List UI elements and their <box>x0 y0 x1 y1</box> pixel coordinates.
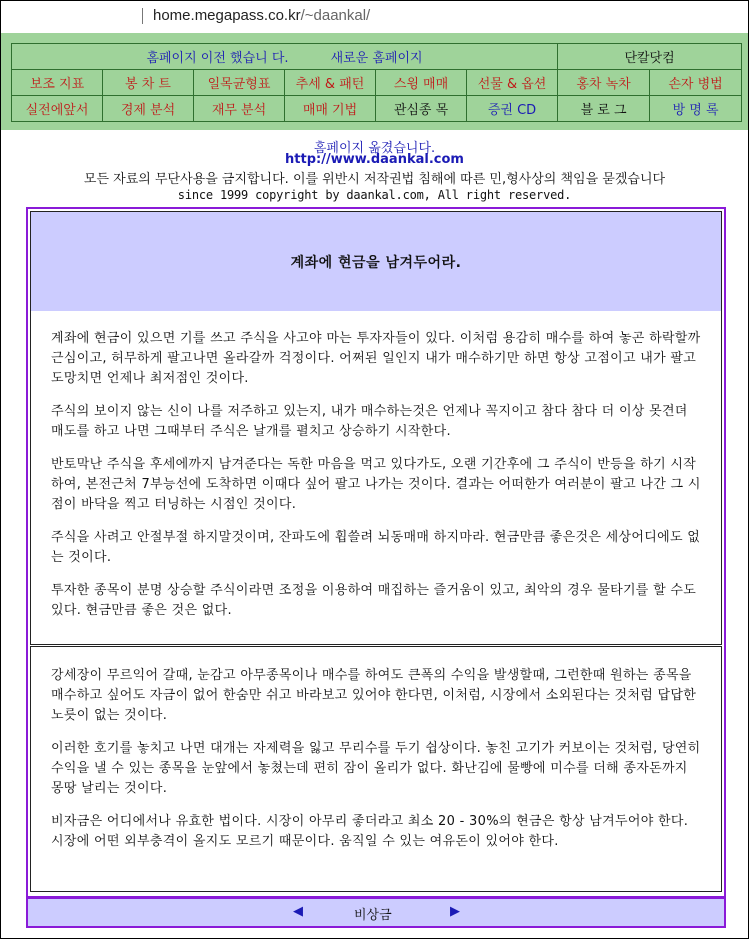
menu-item-trading-techniques[interactable]: 매매 기법 <box>285 96 376 122</box>
menu-item-guestbook[interactable]: 방 명 록 <box>650 96 742 122</box>
menu-item-futures-options[interactable]: 선물 & 옵션 <box>467 70 558 96</box>
new-homepage-link[interactable]: 새로운 홈페이지 <box>330 51 423 66</box>
prev-arrow-icon[interactable]: ◀ <box>293 904 303 919</box>
menu-item-indicators[interactable]: 보조 지표 <box>12 70 103 96</box>
site-name[interactable]: 단칼닷컴 <box>558 44 742 70</box>
paragraph: 투자한 종목이 분명 상승할 주식이라면 조정을 이용하여 매집하는 즐거움이 있고, 최악의 경우 물타기를 할 수도 있다. 현금만큼 좋은 것은 없다. <box>51 583 697 618</box>
paragraph: 반토막난 주식을 후세에까지 남겨준다는 독한 마음을 먹고 있다가도, 오랜 기간후에 그 주식이 반등을 하기 시작하여, 본전근처 7부능선에 도착하면 이때다 싶어 팔고 나가는 것이다. 결과는 어떠한가 여러분이 팔고 나간 그 시점이 바닥을 찍고 터닝하는 시점인 것이다. <box>51 457 701 512</box>
moved-notice: 홈페이지 옮겼습니다. <box>313 141 436 156</box>
paragraph: 비자금은 어디에서나 유효한 법이다. 시장이 아무리 좋더라고 최소 20 - 30%의 현금은 항상 남겨두어야 한다. 시장에 어떤 외부충격이 올지도 모르기 때문이다. 움직일 수 있는 여유돈이 있어야 한다. <box>51 814 689 849</box>
address-path: /~daankal/ <box>300 7 371 24</box>
article-title: 계좌에 현금을 남겨두어라. <box>290 255 462 271</box>
menu-item-art-of-war[interactable]: 손자 병법 <box>650 70 742 96</box>
paragraph: 주식의 보이지 않는 신이 나를 저주하고 있는지, 내가 매수하는것은 언제나 꼭지이고 참다 참다 더 이상 못견뎌 매도를 하고 나면 그때부터 주식은 날개를 펼치고 상승하기 시작한다. <box>51 404 688 439</box>
menu-item-blog[interactable]: 블 로 그 <box>558 96 650 122</box>
menu-item-tea[interactable]: 홍차 녹차 <box>558 70 650 96</box>
next-article-link[interactable]: 비상금 <box>354 908 392 923</box>
menu-item-candle-chart[interactable]: 봉 차 트 <box>103 70 194 96</box>
notice-cell <box>12 44 558 70</box>
copyright-notice: 모든 자료의 무단사용을 금지합니다. 이를 위반시 저작권법 침해에 따른 민,형사상의 책임을 묻겠습니다 <box>83 172 666 187</box>
article-section-2 <box>30 646 722 892</box>
menu-item-financial-analysis[interactable]: 재무 분석 <box>194 96 285 122</box>
address-url[interactable] <box>153 7 370 24</box>
paragraph: 강세장이 무르익어 갈때, 눈감고 아무종목이나 매수를 하여도 큰폭의 수익을 발생할때, 그런한때 원하는 종목을 매수하고 싶어도 자금이 없어 한숨만 쉬고 바라보고 있어야 한다면, 이처럼, 시장에서 소외된다는 것처럼 답답한 노릇이 없는 것이다. <box>51 668 697 723</box>
new-site-url-link[interactable]: http://www.daankal.com <box>285 152 464 167</box>
article-box <box>26 207 726 898</box>
paragraph: 주식을 사려고 안절부절 하지말것이며, 잔파도에 휩쓸려 뇌동매매 하지마라. 현금만큼 좋은것은 세상어디에도 없는 것이다. <box>51 530 701 565</box>
address-host: home.megapass.co.kr <box>153 7 301 24</box>
article-nav <box>26 897 726 928</box>
menu-item-economic-analysis[interactable]: 경제 분석 <box>103 96 194 122</box>
menu-item-securities-cd[interactable]: 증권 CD <box>467 96 558 122</box>
menu-item-ichimoku[interactable]: 일목균형표 <box>194 70 285 96</box>
address-bar[interactable] <box>1 1 748 31</box>
since-line: since 1999 copyright by daankal.com, All right reserved. <box>177 188 572 202</box>
title-box <box>30 211 722 312</box>
menu-item-before-trading[interactable]: 실전에앞서 <box>12 96 103 122</box>
next-arrow-icon[interactable]: ▶ <box>450 904 460 919</box>
main-menu <box>11 43 742 122</box>
paragraph: 계좌에 현금이 있으면 기를 쓰고 주식을 사고야 마는 투자자들이 있다. 이처럼 용감히 매수를 하여 놓곤 하락할까 근심이고, 허무하게 팔고나면 올라갈까 걱정이다. 어쩌된 일인지 내가 매수하기만 하면 항상 고점이고 내가 팔고 도망치면 언제나 최저점인 것이다. <box>51 331 701 386</box>
address-separator <box>142 8 143 24</box>
menu-item-trend-pattern[interactable]: 추세 & 패턴 <box>285 70 376 96</box>
section-2-text <box>51 666 703 865</box>
menu-item-swing-trading[interactable]: 스윙 매매 <box>376 70 467 96</box>
article-section-1 <box>30 311 722 645</box>
notice-moved-link[interactable]: 홈페이지 이전 했습니 다. <box>146 51 289 66</box>
paragraph: 이러한 호기를 놓치고 나면 대개는 자제력을 잃고 무리수를 두기 쉽상이다. 놓친 고기가 커보이는 것처럼, 당연히 수익을 낼 수 있는 종목을 눈앞에서 놓쳤는데 편히 잠이 올리가 없다. 화난김에 물빵에 미수를 더해 종자돈까지 몽땅 날리는 것이다. <box>51 741 701 796</box>
menu-item-watchlist[interactable]: 관심종 목 <box>376 96 467 122</box>
section-1-text <box>51 329 703 634</box>
